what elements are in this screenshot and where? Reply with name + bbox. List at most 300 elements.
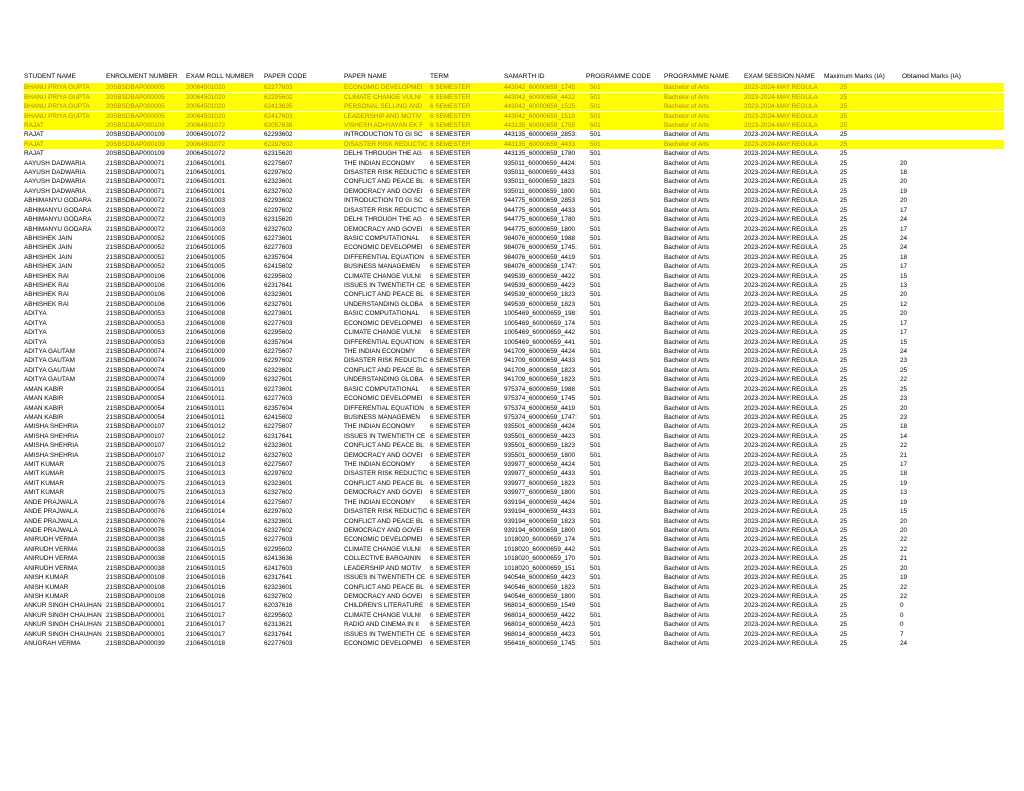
cell-maximum-marks: 25	[840, 479, 848, 487]
cell-paper-code: 62295602	[264, 93, 293, 101]
cell-exam-session-name: 2023-2024-MAY:REGULA	[744, 272, 818, 280]
cell-exam-session-name: 2023-2024-MAY:REGULA	[744, 395, 818, 403]
cell-term: 6 SEMESTER	[430, 187, 471, 195]
cell-programme-name: Bachelor of Arts	[664, 385, 710, 393]
cell-exam-roll-number: 21064501011	[186, 404, 225, 412]
cell-maximum-marks: 25	[840, 442, 848, 450]
cell-paper-code: 62415602	[264, 413, 293, 421]
cell-term: 6 SEMESTER	[430, 442, 471, 450]
cell-paper-code: 62293602	[264, 131, 293, 139]
cell-programme-code: 501	[590, 432, 601, 440]
cell-obtained-marks: 20	[900, 178, 908, 186]
cell-programme-name: Bachelor of Arts	[664, 376, 710, 384]
header-samarth-id: SAMARTH ID	[504, 73, 545, 80]
cell-exam-session-name: 2023-2024-MAY:REGULA	[744, 244, 818, 252]
cell-paper-name: ISSUES IN TWENTIETH CE	[344, 574, 426, 581]
cell-maximum-marks: 25	[840, 225, 848, 233]
cell-term: 6 SEMESTER	[430, 206, 471, 214]
cell-obtained-marks: 17	[900, 329, 908, 337]
cell-exam-roll-number: 21064501012	[186, 451, 226, 459]
cell-exam-roll-number: 21064501018	[186, 640, 226, 647]
cell-exam-session-name: 2023-2024-MAY:REGULA	[744, 583, 818, 591]
cell-obtained-marks: 21	[900, 555, 908, 563]
table-row	[24, 554, 1004, 563]
cell-paper-code: 62317641	[264, 432, 293, 440]
cell-maximum-marks: 25	[840, 583, 848, 591]
cell-maximum-marks: 25	[840, 564, 848, 572]
cell-exam-roll-number: 21064501008	[186, 338, 226, 346]
cell-paper-code: 62317641	[264, 574, 293, 581]
cell-student-name: ADITYA GAUTAM	[24, 348, 75, 355]
cell-term: 6 SEMESTER	[430, 385, 471, 393]
table-row	[24, 526, 1004, 535]
cell-maximum-marks: 25	[840, 206, 848, 214]
cell-programme-code: 501	[590, 121, 601, 129]
header-exam-roll-number: EXAM ROLL NUMBER	[186, 73, 254, 80]
cell-student-name: ANIRUDH VERMA	[24, 536, 78, 544]
table-row	[24, 196, 1004, 205]
cell-paper-name: ECONOMIC DEVELOPMEI	[344, 84, 423, 92]
cell-paper-name: LEADERSHIP AND MOTIV	[344, 564, 422, 572]
table-row	[24, 272, 1004, 281]
cell-enrolment-number: 21SBSDBAP000106	[106, 291, 165, 299]
cell-exam-session-name: 2023-2024-MAY:REGULA	[744, 253, 818, 261]
cell-paper-name: CONFLICT AND PEACE BL	[344, 442, 424, 450]
cell-programme-code: 501	[590, 517, 601, 525]
table-row	[24, 507, 1004, 516]
cell-student-name: AMAN KABIR	[24, 395, 64, 403]
cell-programme-code: 501	[590, 84, 601, 92]
cell-maximum-marks: 25	[840, 187, 848, 195]
cell-programme-name: Bachelor of Arts	[664, 206, 710, 214]
cell-exam-session-name: 2023-2024-MAY:REGULA	[744, 121, 818, 129]
cell-paper-name: DELHI THROUGH THE AG	[344, 216, 422, 224]
cell-exam-roll-number: 21064501011	[186, 385, 225, 393]
cell-samarth-id: 939194_60000659_1800	[504, 526, 576, 534]
cell-exam-roll-number: 21064501016	[186, 574, 226, 581]
cell-maximum-marks: 25	[840, 376, 848, 384]
cell-programme-code: 501	[590, 564, 601, 572]
cell-programme-code: 501	[590, 216, 601, 224]
cell-programme-code: 501	[590, 592, 601, 600]
cell-samarth-id: 935501_60000659_4423	[504, 432, 576, 440]
table-row	[24, 460, 1004, 469]
cell-maximum-marks: 25	[840, 131, 848, 139]
cell-programme-code: 501	[590, 140, 601, 148]
cell-enrolment-number: 21SBSDBAP000052	[106, 244, 165, 252]
table-row	[24, 177, 1004, 186]
cell-exam-roll-number: 20064501072	[186, 131, 226, 139]
cell-maximum-marks: 25	[840, 234, 848, 242]
cell-term: 6 SEMESTER	[430, 225, 471, 233]
cell-samarth-id: 443042_60000659_1525:	[504, 103, 577, 110]
cell-maximum-marks: 25	[840, 640, 848, 647]
cell-enrolment-number: 21SBSDBAP000001	[106, 621, 165, 629]
cell-obtained-marks: 20	[900, 291, 908, 299]
cell-exam-roll-number: 21064501015	[186, 564, 226, 572]
cell-term: 6 SEMESTER	[430, 121, 471, 129]
cell-paper-code: 62297602	[264, 140, 293, 148]
cell-exam-session-name: 2023-2024-MAY:REGULA	[744, 526, 818, 534]
cell-enrolment-number: 21SBSDBAP000075	[106, 470, 165, 478]
cell-samarth-id: 941709_60000659_4424	[504, 348, 576, 355]
cell-paper-name: DIFFERENTIAL EQUATION	[344, 404, 424, 412]
cell-exam-session-name: 2023-2024-MAY:REGULA	[744, 508, 818, 516]
table-row	[24, 441, 1004, 450]
cell-term: 6 SEMESTER	[430, 376, 471, 384]
cell-programme-name: Bachelor of Arts	[664, 442, 710, 450]
cell-exam-roll-number: 21064501012	[186, 423, 226, 431]
cell-exam-roll-number: 21064501003	[186, 216, 226, 224]
cell-student-name: ADITYA GAUTAM	[24, 366, 75, 374]
cell-student-name: AAYUSH DADWARIA	[24, 187, 86, 195]
cell-samarth-id: 984076_60000659_4419	[504, 253, 576, 261]
cell-term: 6 SEMESTER	[430, 282, 471, 289]
cell-term: 6 SEMESTER	[430, 244, 471, 252]
cell-enrolment-number: 21SBSDBAP000074	[106, 348, 165, 355]
cell-obtained-marks: 23	[900, 413, 908, 421]
cell-enrolment-number: 21SBSDBAP000108	[106, 583, 165, 591]
cell-student-name: AMIT KUMAR	[24, 489, 65, 497]
cell-programme-name: Bachelor of Arts	[664, 121, 710, 129]
cell-enrolment-number: 21SBSDBAP000054	[106, 413, 165, 421]
cell-samarth-id: 935011_60000659_4424:	[504, 159, 577, 167]
cell-programme-code: 501	[590, 319, 601, 327]
cell-paper-code: 62295602	[264, 329, 293, 337]
cell-paper-name: CONFLICT AND PEACE BL	[344, 479, 424, 487]
cell-programme-code: 501	[590, 423, 601, 431]
cell-exam-session-name: 2023-2024-MAY:REGULA	[744, 376, 818, 384]
cell-paper-name: ISSUES IN TWENTIETH CE	[344, 630, 426, 638]
cell-term: 6 SEMESTER	[430, 461, 471, 468]
cell-obtained-marks: 24	[900, 244, 908, 252]
cell-term: 6 SEMESTER	[430, 310, 471, 318]
cell-student-name: AMAN KABIR	[24, 385, 64, 393]
cell-programme-name: Bachelor of Arts	[664, 169, 710, 176]
cell-programme-code: 501	[590, 470, 601, 478]
cell-programme-code: 501	[590, 366, 601, 374]
cell-obtained-marks: 22	[900, 536, 908, 544]
cell-exam-session-name: 2023-2024-MAY:REGULA	[744, 621, 818, 629]
cell-samarth-id: 944775_60000659_2853	[504, 197, 576, 205]
cell-programme-name: Bachelor of Arts	[664, 423, 710, 431]
cell-samarth-id: 443135_60000659_1759	[504, 121, 576, 129]
cell-term: 6 SEMESTER	[430, 479, 471, 487]
cell-obtained-marks: 25	[900, 366, 908, 374]
cell-student-name: AAYUSH DADWARIA	[24, 169, 86, 176]
cell-obtained-marks: 22	[900, 376, 908, 384]
cell-paper-name: THE INDIAN ECONOMY	[344, 461, 416, 468]
cell-exam-session-name: 2023-2024-MAY:REGULA	[744, 329, 818, 337]
cell-term: 6 SEMESTER	[430, 508, 471, 516]
cell-paper-code: 62293602	[264, 197, 293, 205]
cell-exam-roll-number: 21064501005	[186, 263, 226, 271]
cell-term: 6 SEMESTER	[430, 103, 471, 110]
cell-paper-name: PERSONAL SELLING AND	[344, 103, 423, 110]
cell-exam-roll-number: 21064501015	[186, 536, 226, 544]
cell-term: 6 SEMESTER	[430, 611, 471, 619]
cell-exam-session-name: 2023-2024-MAY:REGULA	[744, 225, 818, 233]
cell-paper-name: ISSUES IN TWENTIETH CE	[344, 282, 426, 289]
header-row	[24, 72, 1004, 81]
cell-paper-code: 62313621	[264, 621, 293, 629]
table-row	[24, 601, 1004, 610]
cell-programme-code: 501	[590, 253, 601, 261]
cell-samarth-id: 941709_60000659_1823	[504, 366, 576, 374]
cell-paper-name: DIFFERENTIAL EQUATION	[344, 253, 424, 261]
cell-programme-name: Bachelor of Arts	[664, 178, 710, 186]
cell-student-name: ANISH KUMAR	[24, 592, 69, 600]
cell-enrolment-number: 21SBSDBAP000071	[106, 169, 165, 176]
cell-paper-name: DEMOCRACY AND GOVEI	[344, 187, 423, 195]
cell-samarth-id: 956416_60000659_1745:	[504, 640, 577, 647]
cell-obtained-marks: 17	[900, 206, 908, 214]
cell-exam-session-name: 2023-2024-MAY:REGULA	[744, 489, 818, 497]
cell-samarth-id: 939977_60000659_4424	[504, 461, 576, 468]
cell-term: 6 SEMESTER	[430, 93, 471, 101]
cell-maximum-marks: 25	[840, 310, 848, 318]
cell-programme-name: Bachelor of Arts	[664, 84, 710, 92]
cell-maximum-marks: 25	[840, 630, 848, 638]
cell-exam-roll-number: 21064501013	[186, 470, 226, 478]
cell-exam-session-name: 2023-2024-MAY:REGULA	[744, 282, 818, 289]
cell-paper-code: 62323601	[264, 517, 293, 525]
cell-paper-name: THE INDIAN ECONOMY	[344, 498, 416, 506]
cell-paper-code: 62275607	[264, 461, 293, 468]
cell-programme-code: 501	[590, 169, 601, 176]
table-row	[24, 479, 1004, 488]
table-row	[24, 121, 1004, 130]
cell-term: 6 SEMESTER	[430, 253, 471, 261]
cell-student-name: ANDE PRAJWALA	[24, 498, 78, 506]
cell-enrolment-number: 21SBSDBAP000071	[106, 178, 165, 186]
cell-term: 6 SEMESTER	[430, 329, 471, 337]
table-row	[24, 564, 1004, 573]
cell-maximum-marks: 25	[840, 197, 848, 205]
cell-obtained-marks: 20	[900, 526, 908, 534]
cell-maximum-marks: 25	[840, 282, 848, 289]
cell-programme-code: 501	[590, 131, 601, 139]
cell-exam-roll-number: 21064501013	[186, 489, 226, 497]
cell-programme-code: 501	[590, 630, 601, 638]
cell-obtained-marks: 24	[900, 640, 908, 647]
cell-programme-code: 501	[590, 451, 601, 459]
cell-exam-roll-number: 21064501006	[186, 282, 226, 289]
cell-maximum-marks: 25	[840, 470, 848, 478]
cell-paper-name: DISASTER RISK REDUCTIC	[344, 140, 428, 148]
cell-samarth-id: 1005469_60000659_442	[504, 329, 576, 337]
table-row	[24, 187, 1004, 196]
cell-obtained-marks: 18	[900, 423, 908, 431]
cell-maximum-marks: 25	[840, 150, 848, 158]
cell-samarth-id: 968014_60000659_1549	[504, 602, 576, 610]
cell-paper-code: 62327602	[264, 451, 293, 459]
cell-maximum-marks: 25	[840, 395, 848, 403]
header-enrolment-number: ENROLMENT NUMBER	[106, 73, 178, 80]
cell-student-name: AAYUSH DADWARIA	[24, 159, 86, 167]
table-row	[24, 583, 1004, 592]
cell-enrolment-number: 21SBSDBAP000001	[106, 611, 165, 619]
cell-samarth-id: 443135_60000659_1780	[504, 150, 576, 158]
cell-paper-code: 62323601	[264, 442, 293, 450]
cell-paper-name: BUSINESS MANAGEMEN	[344, 413, 420, 421]
cell-exam-roll-number: 21064501015	[186, 545, 226, 553]
cell-obtained-marks: 0	[900, 621, 904, 629]
cell-student-name: BHANU PRIYA GUPTA	[24, 84, 90, 92]
cell-programme-name: Bachelor of Arts	[664, 536, 710, 544]
cell-paper-name: DIFFERENTIAL EQUATION	[344, 338, 424, 346]
cell-exam-session-name: 2023-2024-MAY:REGULA	[744, 310, 818, 318]
cell-maximum-marks: 25	[840, 461, 848, 468]
cell-enrolment-number: 21SBSDBAP000054	[106, 404, 165, 412]
cell-programme-name: Bachelor of Arts	[664, 640, 710, 647]
cell-programme-name: Bachelor of Arts	[664, 187, 710, 195]
cell-student-name: AMAN KABIR	[24, 404, 64, 412]
cell-exam-roll-number: 20064501020	[186, 112, 226, 120]
header-term: TERM	[430, 73, 449, 80]
cell-maximum-marks: 25	[840, 272, 848, 280]
cell-exam-roll-number: 21064501011	[186, 395, 225, 403]
cell-programme-code: 501	[590, 263, 601, 271]
cell-exam-roll-number: 21064501008	[186, 329, 226, 337]
cell-maximum-marks: 25	[840, 621, 848, 629]
cell-maximum-marks: 25	[840, 611, 848, 619]
cell-enrolment-number: 21SBSDBAP000053	[106, 329, 165, 337]
cell-maximum-marks: 25	[840, 423, 848, 431]
cell-programme-code: 501	[590, 234, 601, 242]
table-row	[24, 102, 1004, 111]
cell-obtained-marks: 24	[900, 234, 908, 242]
table-row	[24, 422, 1004, 431]
cell-programme-name: Bachelor of Arts	[664, 413, 710, 421]
cell-paper-code: 62317641	[264, 630, 293, 638]
cell-paper-name: DISASTER RISK REDUCTIC	[344, 357, 428, 365]
cell-exam-session-name: 2023-2024-MAY:REGULA	[744, 602, 818, 610]
cell-enrolment-number: 20SBSDBAP000109	[106, 121, 165, 129]
cell-samarth-id: 939977_60000659_1800	[504, 489, 576, 497]
cell-maximum-marks: 25	[840, 112, 848, 120]
cell-paper-name: ECONOMIC DEVELOPMEI	[344, 640, 423, 647]
cell-samarth-id: 443135_60000659_4433	[504, 140, 576, 148]
cell-paper-code: 62277603	[264, 395, 293, 403]
cell-enrolment-number: 21SBSDBAP000071	[106, 159, 165, 167]
header-exam-session-name: EXAM SESSION NAME	[744, 73, 815, 80]
cell-exam-session-name: 2023-2024-MAY:REGULA	[744, 197, 818, 205]
cell-maximum-marks: 25	[840, 508, 848, 516]
cell-paper-name: DELHI THROUGH THE AG	[344, 150, 422, 158]
cell-paper-code: 62295602	[264, 611, 293, 619]
cell-programme-code: 501	[590, 385, 601, 393]
cell-samarth-id: 939977_60000659_4433	[504, 470, 576, 478]
cell-obtained-marks: 21	[900, 451, 908, 459]
cell-samarth-id: 443135_60000659_2853:	[504, 131, 577, 139]
cell-programme-code: 501	[590, 178, 601, 186]
cell-student-name: AMISHA SHEHRIA	[24, 423, 79, 431]
cell-programme-code: 501	[590, 357, 601, 365]
cell-paper-name: THE INDIAN ECONOMY	[344, 348, 416, 355]
cell-term: 6 SEMESTER	[430, 640, 471, 647]
cell-obtained-marks: 20	[900, 159, 908, 167]
cell-exam-roll-number: 21064501008	[186, 310, 226, 318]
cell-maximum-marks: 25	[840, 357, 848, 365]
cell-paper-name: BASIC COMPUTATIONAL	[344, 385, 420, 393]
cell-paper-name: CONFLICT AND PEACE BL	[344, 291, 424, 299]
table-row	[24, 573, 1004, 582]
table-row	[24, 149, 1004, 158]
cell-exam-roll-number: 20064501020	[186, 84, 226, 92]
cell-paper-code: 62273601	[264, 310, 293, 318]
cell-paper-name: THE INDIAN ECONOMY	[344, 159, 416, 167]
cell-exam-roll-number: 21064501017	[186, 621, 226, 629]
cell-obtained-marks: 7	[900, 630, 904, 638]
cell-maximum-marks: 25	[840, 338, 848, 346]
cell-enrolment-number: 20SBSDBAP000005	[106, 103, 165, 110]
cell-programme-name: Bachelor of Arts	[664, 216, 710, 224]
cell-obtained-marks: 24	[900, 348, 908, 355]
cell-paper-name: CLIMATE CHANGE VULNI	[344, 329, 421, 337]
cell-student-name: RAJAT	[24, 131, 44, 139]
cell-maximum-marks: 25	[840, 319, 848, 327]
cell-samarth-id: 975374_60000659_4419	[504, 404, 576, 412]
cell-enrolment-number: 21SBSDBAP000052	[106, 234, 165, 242]
cell-exam-roll-number: 21064501005	[186, 234, 226, 242]
cell-paper-code: 62413635	[264, 103, 293, 110]
cell-term: 6 SEMESTER	[430, 404, 471, 412]
cell-student-name: ABHISHEK RAI	[24, 272, 69, 280]
cell-exam-session-name: 2023-2024-MAY:REGULA	[744, 611, 818, 619]
cell-exam-session-name: 2023-2024-MAY:REGULA	[744, 131, 818, 139]
cell-paper-name: COLLECTIVE BARGAININ	[344, 555, 421, 563]
cell-term: 6 SEMESTER	[430, 395, 471, 403]
cell-paper-name: DEMOCRACY AND GOVEI	[344, 526, 423, 534]
cell-obtained-marks: 25	[900, 385, 908, 393]
cell-samarth-id: 443042_60000659_1510	[504, 112, 576, 120]
cell-enrolment-number: 21SBSDBAP000038	[106, 564, 165, 572]
cell-programme-code: 501	[590, 282, 601, 289]
table-row	[24, 432, 1004, 441]
cell-obtained-marks: 17	[900, 319, 908, 327]
cell-paper-code: 62277603	[264, 536, 293, 544]
table-row	[24, 290, 1004, 299]
cell-exam-session-name: 2023-2024-MAY:REGULA	[744, 564, 818, 572]
cell-programme-name: Bachelor of Arts	[664, 272, 710, 280]
cell-term: 6 SEMESTER	[430, 131, 471, 139]
cell-programme-code: 501	[590, 442, 601, 450]
cell-enrolment-number: 20SBSDBAP000109	[106, 150, 165, 158]
cell-student-name: ADITYA	[24, 338, 47, 346]
cell-paper-name: CONFLICT AND PEACE BL	[344, 583, 424, 591]
cell-exam-roll-number: 21064501012	[186, 442, 226, 450]
cell-exam-roll-number: 21064501001	[186, 187, 226, 195]
cell-samarth-id: 968014_60000659_4423	[504, 621, 576, 629]
cell-samarth-id: 944775_60000659_1800	[504, 225, 576, 233]
cell-programme-code: 501	[590, 508, 601, 516]
cell-obtained-marks: 22	[900, 545, 908, 553]
cell-exam-roll-number: 21064501016	[186, 592, 226, 600]
cell-obtained-marks: 13	[900, 489, 908, 497]
table-row	[24, 140, 1004, 149]
cell-programme-code: 501	[590, 300, 601, 308]
cell-maximum-marks: 25	[840, 432, 848, 440]
cell-samarth-id: 443042_60000659_4422	[504, 93, 576, 101]
cell-samarth-id: 975374_60000659_1747:	[504, 413, 577, 421]
cell-maximum-marks: 25	[840, 300, 848, 308]
cell-term: 6 SEMESTER	[430, 197, 471, 205]
cell-maximum-marks: 25	[840, 536, 848, 544]
cell-paper-name: CLIMATE CHANGE VULNI	[344, 272, 421, 280]
table-row	[24, 168, 1004, 177]
cell-term: 6 SEMESTER	[430, 536, 471, 544]
